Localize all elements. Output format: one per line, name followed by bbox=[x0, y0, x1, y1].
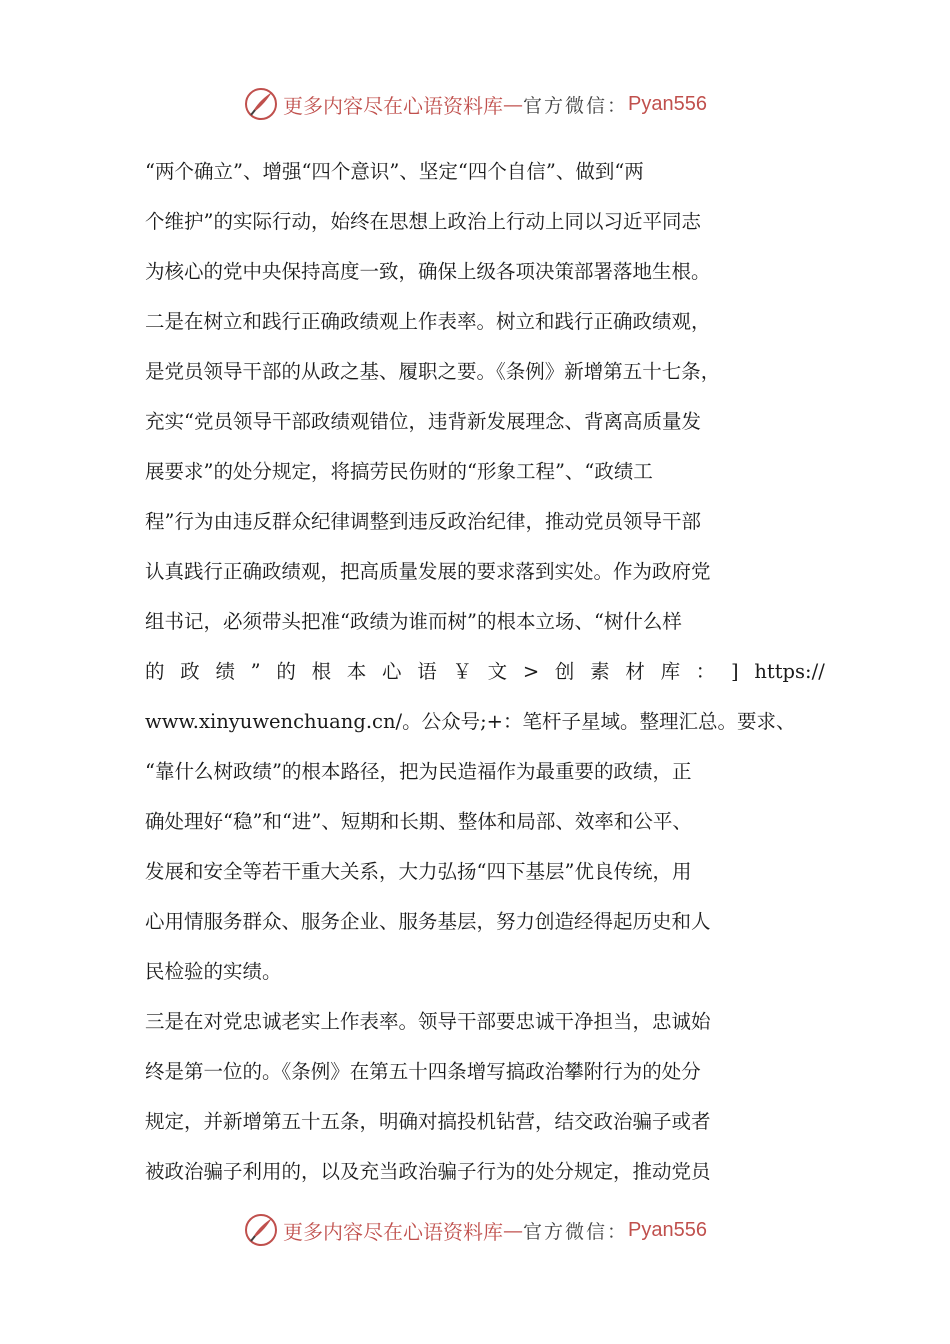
text-line: 为核心的党中央保持高度一致，确保上级各项决策部署落地生根。 bbox=[145, 260, 711, 283]
wechat-label: 官方微信： bbox=[523, 94, 629, 117]
text-line: “靠什么树政绩”的根本路径，把为民造福作为最重要的政绩，正 bbox=[145, 760, 692, 783]
text-char: > bbox=[522, 660, 540, 683]
text-char: ： bbox=[695, 660, 716, 683]
text-line: “两个确立”、增强“四个意识”、坚定“四个自信”、做到“两 bbox=[145, 160, 644, 183]
text-char: 文 bbox=[487, 660, 508, 683]
text-line: 确处理好“稳”和“进”、短期和长期、整体和局部、效率和公平、 bbox=[145, 810, 692, 833]
document-body bbox=[145, 147, 825, 1197]
text-line: 发展和安全等若干重大关系，大力弘扬“四下基层”优良传统，用 bbox=[145, 860, 692, 883]
brand-text: 更多内容尽在心语资料库 bbox=[283, 93, 503, 118]
banner-dash: — bbox=[503, 1218, 523, 1242]
text-char: ” bbox=[250, 660, 261, 683]
text-char: https:// bbox=[754, 660, 825, 683]
text-char: 心 bbox=[382, 660, 402, 683]
footer-banner bbox=[0, 1210, 950, 1250]
text-line: 终是第一位的。《条例》在第五十四条增写搞政治攀附行为的处分 bbox=[145, 1060, 701, 1083]
banner-dash: — bbox=[503, 92, 523, 116]
text-char: 政 bbox=[180, 660, 200, 683]
text-line: 心用情服务群众、服务企业、服务基层，努力创造经得起历史和人 bbox=[145, 910, 711, 933]
text-char: 语 bbox=[417, 660, 437, 683]
wechat-account: Pyan556 bbox=[628, 1218, 707, 1241]
text-char: 素 bbox=[590, 660, 610, 683]
text-char: ￥ bbox=[452, 660, 472, 683]
text-line: 充实“党员领导干部政绩观错位，违背新发展理念、背离高质量发 bbox=[145, 410, 701, 433]
text-line: 组书记，必须带头把准“政绩为谁而树”的根本立场、“树什么样 bbox=[145, 610, 682, 633]
text-char: 的 bbox=[145, 660, 165, 683]
text-line: 是党员领导干部的从政之基、履职之要。《条例》新增第五十七条， bbox=[145, 360, 721, 383]
text-char: ] bbox=[731, 660, 739, 683]
text-char: 根 bbox=[311, 660, 332, 683]
text-char: 库 bbox=[660, 660, 681, 683]
text-line: 二是在树立和践行正确政绩观上作表率。树立和践行正确政绩观， bbox=[145, 310, 711, 333]
text-char: 绩 bbox=[215, 660, 235, 683]
text-char: 材 bbox=[625, 660, 645, 683]
brand-text: 更多内容尽在心语资料库 bbox=[283, 1219, 503, 1244]
text-line: www.xinyuwenchuang.cn/。公众号;+：笔杆子星域。整理汇总。要求、 bbox=[145, 710, 796, 733]
text-line: 三是在对党忠诚老实上作表率。领导干部要忠诚干净担当，忠诚始 bbox=[145, 1010, 711, 1033]
text-line-spread bbox=[145, 647, 825, 697]
wechat-label: 官方微信： bbox=[523, 1220, 629, 1243]
text-line: 个维护”的实际行动，始终在思想上政治上行动上同以习近平同志 bbox=[145, 210, 701, 233]
text-line: 程”行为由违反群众纪律调整到违反政治纪律，推动党员领导干部 bbox=[145, 510, 701, 533]
wechat-account: Pyan556 bbox=[628, 92, 707, 115]
text-line: 被政治骗子利用的，以及充当政治骗子行为的处分规定，推动党员 bbox=[145, 1160, 711, 1183]
header-banner bbox=[0, 84, 950, 124]
text-char: 创 bbox=[554, 660, 575, 683]
text-line: 展要求”的处分规定，将搞劳民伤财的“形象工程”、“政绩工 bbox=[145, 460, 653, 483]
text-char: 本 bbox=[346, 660, 367, 683]
quill-logo-icon bbox=[243, 1212, 279, 1248]
text-char: 的 bbox=[276, 660, 296, 683]
text-line: 认真践行正确政绩观，把高质量发展的要求落到实处。作为政府党 bbox=[145, 560, 711, 583]
text-line: 民检验的实绩。 bbox=[145, 960, 282, 983]
quill-logo-icon bbox=[243, 86, 279, 122]
text-line: 规定，并新增第五十五条，明确对搞投机钻营，结交政治骗子或者 bbox=[145, 1110, 711, 1133]
